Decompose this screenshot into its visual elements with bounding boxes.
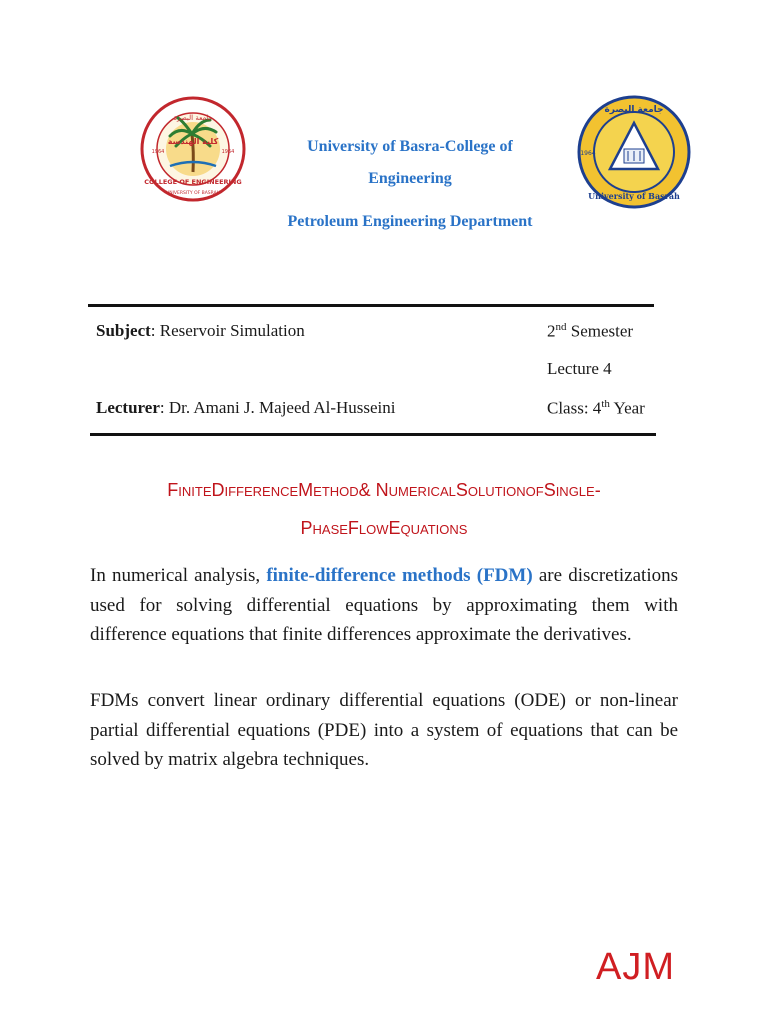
subject-label: Subject — [96, 321, 151, 340]
left-logo-ring-text: COLLEGE OF ENGINEERING — [144, 178, 242, 186]
semester-line — [547, 321, 633, 342]
department-name: Petroleum Engineering Department — [287, 213, 533, 230]
left-logo-arabic-top: جامعة البصرة — [173, 114, 213, 122]
paragraph-fdm-definition — [90, 561, 678, 650]
info-top-rule — [88, 304, 654, 307]
class-prefix: Class: 4 — [547, 398, 602, 418]
lecturer-value: : Dr. Amani J. Majeed Al-Husseini — [159, 398, 396, 417]
lecturer-line — [96, 398, 396, 418]
university-of-basrah-logo — [576, 95, 692, 209]
left-logo-bottom-text: UNIVERSITY OF BASRAH — [165, 191, 221, 196]
paragraph1-body: are discretizations used for solving differential equations by approximating them with difference equations that finite differences approximate the derivatives. — [90, 565, 678, 645]
lecture-title-line1: FiniteDifferenceMethod& NumericalSolutionofSingle- — [167, 480, 601, 500]
lecture-number: Lecture 4 — [547, 359, 612, 378]
right-logo-arabic-top: جامعة البصرة — [604, 105, 664, 115]
semester-number: 2 — [547, 321, 556, 341]
right-logo-year: 1964 — [580, 150, 596, 157]
author-initials-mark: AJM — [596, 946, 675, 988]
lecturer-label: Lecturer — [96, 398, 160, 417]
university-name-line1: University of Basra-College of — [307, 138, 513, 155]
info-bottom-rule — [90, 433, 656, 436]
paragraph1-intro: In numerical analysis, — [90, 565, 267, 586]
class-line — [547, 398, 645, 419]
class-suffix-sup: th — [601, 398, 610, 410]
class-suffix: Year — [609, 398, 645, 418]
subject-line — [96, 321, 305, 341]
semester-word: Semester — [566, 321, 634, 341]
paragraph-fdm-conversion: FDMs convert linear ordinary differential equations (ODE) or non-linear partial differential equations (PDE) into a system of equations that can be solved by matrix algebra techniques. — [90, 690, 678, 770]
left-logo-year-right: 1964 — [221, 149, 235, 155]
left-logo-arabic-main: كلية الهندسة — [167, 137, 219, 146]
left-logo-year-left: 1964 — [151, 149, 165, 155]
subject-value: : Reservoir Simulation — [150, 321, 305, 340]
fdm-highlight-term: finite-difference methods (FDM) — [266, 565, 533, 586]
semester-suffix: nd — [555, 321, 567, 333]
university-name-line2: Engineering — [368, 170, 452, 187]
right-logo-ring-text: University of Basrah — [588, 191, 680, 201]
lecture-title-line2: PhaseFlowEquations — [300, 518, 468, 538]
college-of-engineering-logo — [140, 96, 246, 202]
